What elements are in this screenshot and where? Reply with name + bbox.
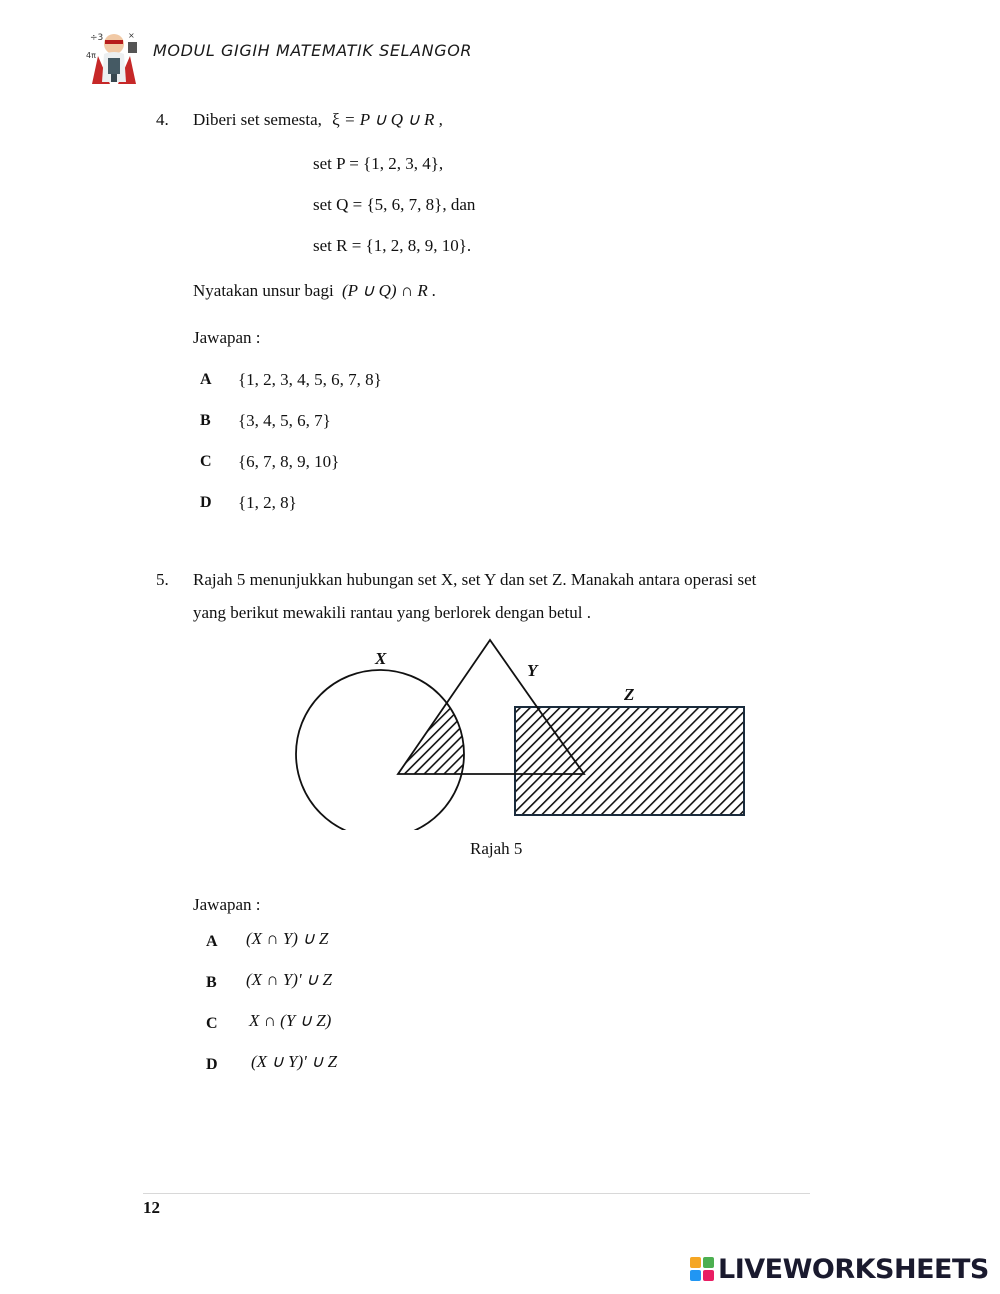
liveworksheets-logo[interactable] bbox=[690, 1252, 989, 1286]
q4-option-b-text[interactable]: {3, 4, 5, 6, 7} bbox=[238, 411, 331, 430]
q5-option-d-text[interactable]: (X ∪ Y)' ∪ Z bbox=[251, 1052, 338, 1071]
q5-number: 5. bbox=[156, 570, 169, 589]
diagram-caption: Rajah 5 bbox=[470, 839, 523, 858]
page-number: 12 bbox=[143, 1198, 160, 1217]
q4-option-d-text[interactable]: {1, 2, 8} bbox=[238, 493, 297, 512]
q5-answer-label: Jawapan : bbox=[193, 895, 261, 914]
svg-text:÷3: ÷3 bbox=[90, 33, 104, 43]
q4-question bbox=[193, 280, 436, 302]
universal-set-symbol: ξ bbox=[332, 110, 340, 129]
q4-set-q: set Q = {5, 6, 7, 8}, dan bbox=[313, 195, 476, 214]
q4-answer-label: Jawapan : bbox=[193, 328, 261, 347]
q5-line2: yang berikut mewakili rantau yang berlorek dengan betul . bbox=[193, 603, 591, 622]
universal-set-expr: = P ∪ Q ∪ R , bbox=[343, 110, 443, 129]
label-set-z: Z bbox=[624, 685, 635, 704]
q4-set-r: set R = {1, 2, 8, 9, 10}. bbox=[313, 236, 472, 255]
label-set-x: X bbox=[375, 649, 387, 668]
q4-set-p: set P = {1, 2, 3, 4}, bbox=[313, 154, 444, 173]
q4-number: 4. bbox=[156, 110, 169, 129]
header-title: MODUL GIGIH MATEMATIK SELANGOR bbox=[153, 41, 473, 60]
footer-divider bbox=[143, 1193, 810, 1194]
q5-option-b-text[interactable]: (X ∩ Y)' ∪ Z bbox=[246, 970, 332, 989]
q5-option-a-letter[interactable]: A bbox=[206, 933, 218, 950]
venn-diagram bbox=[280, 630, 760, 830]
svg-text:×: × bbox=[128, 31, 135, 40]
label-set-y: Y bbox=[527, 661, 538, 680]
q5-line1: Rajah 5 menunjukkan hubungan set X, set Y dan set Z. Manakah antara operasi set bbox=[193, 570, 757, 589]
q5-option-b-letter[interactable]: B bbox=[206, 974, 217, 991]
liveworksheets-grid-icon bbox=[690, 1257, 714, 1281]
brand-text: LIVEWORKSHEETS bbox=[718, 1253, 989, 1285]
q5-option-d-letter[interactable]: D bbox=[206, 1056, 218, 1073]
q4-option-b-letter[interactable]: B bbox=[200, 412, 211, 429]
q4-question-text: Nyatakan unsur bagi bbox=[193, 281, 334, 300]
q4-option-a-letter[interactable]: A bbox=[200, 371, 212, 388]
svg-text:4π: 4π bbox=[86, 51, 96, 60]
q5-option-c-letter[interactable]: C bbox=[206, 1015, 218, 1032]
q4-option-c-letter[interactable]: C bbox=[200, 453, 212, 470]
q4-intro bbox=[193, 109, 443, 131]
q4-option-a-text[interactable]: {1, 2, 3, 4, 5, 6, 7, 8} bbox=[238, 370, 382, 389]
q5-option-c-text[interactable]: X ∩ (Y ∪ Z) bbox=[249, 1011, 332, 1030]
q4-option-d-letter[interactable]: D bbox=[200, 494, 212, 511]
math-hero-mascot-icon bbox=[84, 26, 144, 86]
q4-option-c-text[interactable]: {6, 7, 8, 9, 10} bbox=[238, 452, 340, 471]
q5-option-a-text[interactable]: (X ∩ Y) ∪ Z bbox=[246, 929, 329, 948]
q4-question-expr: (P ∪ Q) ∩ R . bbox=[341, 281, 437, 300]
q4-intro-text: Diberi set semesta, bbox=[193, 110, 322, 129]
